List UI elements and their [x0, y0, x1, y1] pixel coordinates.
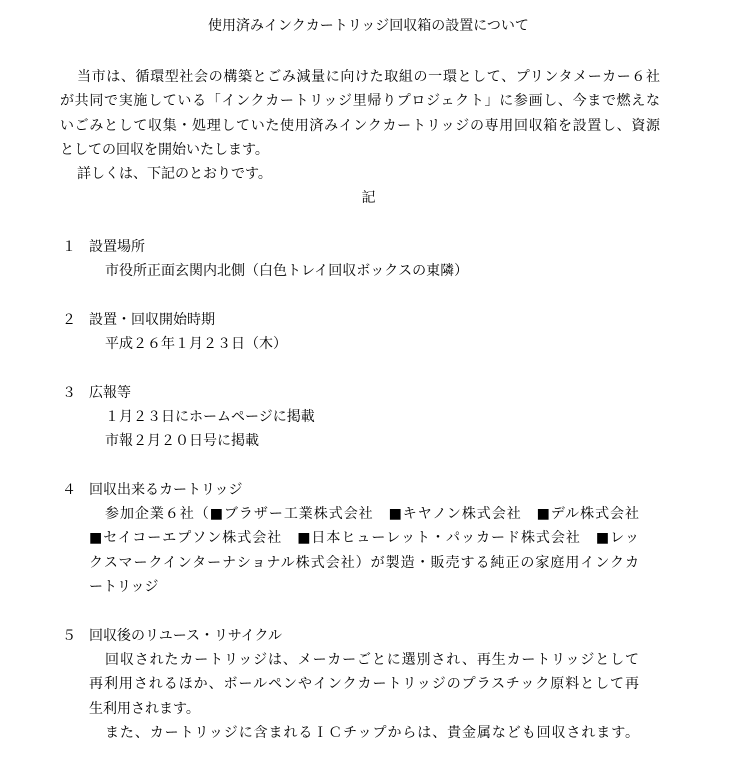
section-2-line-1: 平成２６年１月２３日（木） [105, 336, 287, 352]
section-2-number: ２ [62, 312, 76, 328]
ki-heading: 記 [361, 190, 376, 206]
section-3-line-1: １月２３日にホームページに掲載 [105, 409, 315, 425]
section-4-number: ４ [62, 482, 76, 498]
section-1-line-1: 市役所正面玄関内北側（白色トレイ回収ボックスの東隣） [105, 263, 469, 279]
document-title: 使用済みインクカートリッジ回収箱の設置について [208, 18, 529, 34]
section-5-line-2: 再利用されるほか、ボールペンやインクカートリッジのプラスチック原料として再 [89, 676, 639, 692]
section-3-number: ３ [62, 385, 76, 401]
section-4-heading: 回収出来るカートリッジ [89, 482, 243, 498]
section-1-number: １ [62, 239, 76, 255]
section-5-line-1: 回収されたカートリッジは、メーカーごとに選別され、再生カートリッジとして [105, 652, 639, 668]
section-4-line-1: 参加企業６社（■ブラザー工業株式会社 ■キヤノン株式会社 ■デル株式会社 [105, 506, 639, 522]
section-4-line-2: ■セイコーエプソン株式会社 ■日本ヒューレット・パッカード株式会社 ■レッ [89, 530, 639, 546]
intro-line-3: いごみとして収集・処理していた使用済みインクカートリッジの専用回収箱を設置し、資源 [60, 118, 660, 134]
section-4-line-3: クスマークインターナショナル株式会社）が製造・販売する純正の家庭用インクカ [89, 555, 639, 571]
section-3-line-2: 市報２月２０日号に掲載 [105, 433, 259, 449]
section-5-number: ５ [62, 628, 76, 644]
section-5-line-3: 生利用されます。 [89, 701, 200, 717]
intro-line-5: 詳しくは、下記のとおりです。 [77, 166, 272, 182]
section-1-heading: 設置場所 [89, 239, 145, 255]
intro-line-1: 当市は、循環型社会の構築とごみ減量に向けた取組の一環として、プリンタメーカー６社 [77, 69, 660, 85]
intro-line-2: が共同で実施している「インクカートリッジ里帰りプロジェクト」に参画し、今まで燃えな [60, 93, 660, 109]
section-2-heading: 設置・回収開始時期 [89, 312, 215, 328]
section-4-line-4: ートリッジ [89, 579, 159, 595]
section-3-heading: 広報等 [89, 385, 131, 401]
section-5-line-4: また、カートリッジに含まれるＩＣチップからは、貴金属なども回収されます。 [105, 725, 639, 741]
section-5-heading: 回収後のリユース・リサイクル [89, 628, 283, 644]
intro-line-4: としての回収を開始いたします。 [60, 142, 269, 158]
